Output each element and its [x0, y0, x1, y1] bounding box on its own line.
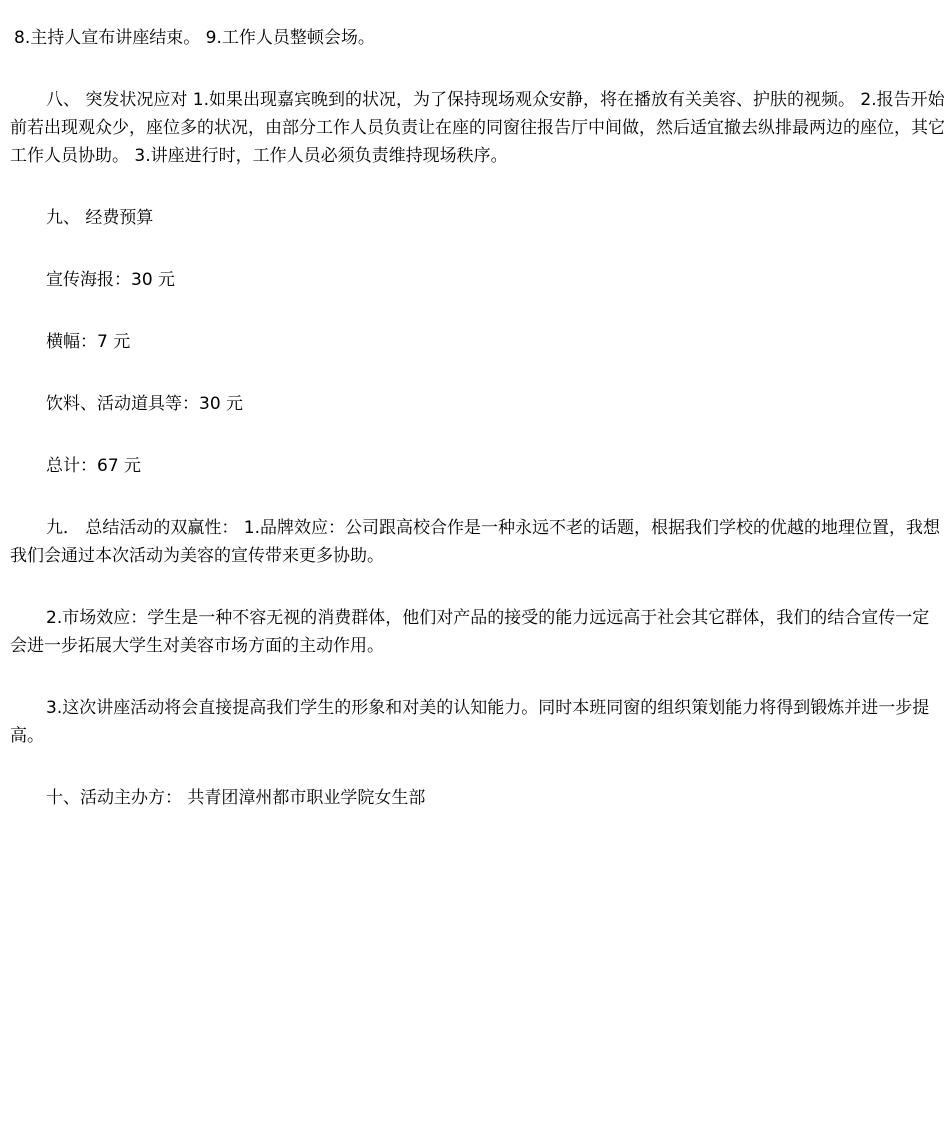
paragraph-summary-brand-effect: 九． 总结活动的双赢性： 1.品牌效应：公司跟高校合作是一种永远不老的话题，根据我们学校的优越的地理位置，我想我们会通过本次活动为美容的宣传带来更多协助。 [10, 518, 941, 566]
budget-item-drinks-props: 饮料、活动道具等：30 元 [46, 394, 244, 414]
paragraph-closing-steps: 8.主持人宣布讲座结束。 9.工作人员整顿会场。 [14, 28, 375, 48]
section-heading-budget: 九、 经费预算 [46, 208, 154, 228]
document-body [10, 24, 945, 846]
paragraph-emergency-response: 八、 突发状况应对 1.如果出现嘉宾晚到的状况，为了保持现场观众安静，将在播放有关美容、护肤的视频。 2.报告开始前若出现观众少，座位多的状况，由部分工作人员负责让在座的同窗往报告厅中间做，然后适宜撤去纵排最两边的座位，其它工作人员协助。 3.讲座进行时，工作人员必须负责维持现场秩序。 [10, 90, 945, 166]
budget-item-poster: 宣传海报：30 元 [46, 270, 176, 290]
paragraph-market-effect: 2.市场效应：学生是一种不容无视的消费群体，他们对产品的接受的能力远远高于社会其它群体，我们的结合宣传一定会进一步拓展大学生对美容市场方面的主动作用。 [10, 608, 930, 656]
budget-total: 总计：67 元 [46, 456, 142, 476]
paragraph-organizer: 十、活动主办方： 共青团漳州都市职业学院女生部 [46, 788, 426, 808]
budget-item-banner: 横幅：7 元 [46, 332, 131, 352]
paragraph-student-improvement: 3.这次讲座活动将会直接提高我们学生的形象和对美的认知能力。同时本班同窗的组织策划能力将得到锻炼并进一步提高。 [10, 698, 930, 746]
